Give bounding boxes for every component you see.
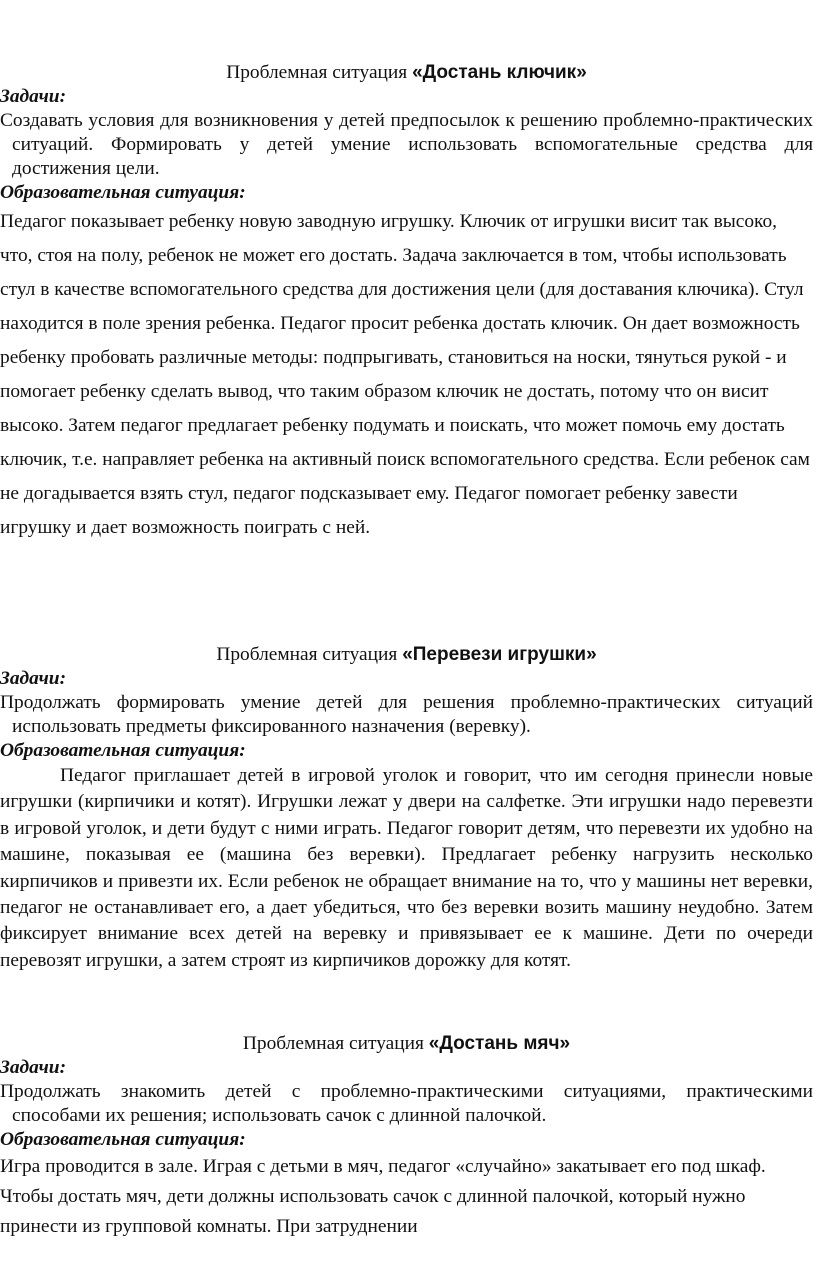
section-title (0, 1032, 813, 1056)
situation-text: Педагог приглашает детей в игровой уголок и говорит, что им сегодня принесли новые игрушки (кирпичики и котят). Игрушки лежат у двери на салфетке. Эти игрушки надо перевезти в игровой уголок, и дети будут с ними играть. Педагог говорит детям, что перевезти их удобно на машине, показывая ее (машина без веревки). Предлагает ребенку нагрузить несколько кирпичиков и привезти их. Если ребенок не обращает внимание на то, что у машины нет веревки, педагог не останавливает его, а дает убедиться, что без веревки возить машину неудобно. Затем фиксирует внимание всех детей на веревку и привязывает ее к машине. Дети по очереди перевозят игрушки, а затем строят из кирпичиков дорожку для котят. (0, 765, 813, 971)
tasks-text: Создавать условия для возникновения у детей предпосылок к решению проблемно-практических ситуаций. Формировать у детей умение использовать вспомогательные средства для достижения цели. (0, 110, 813, 179)
title-name: «Перевези игрушки» (402, 644, 597, 665)
situation-label: Образовательная ситуация: (0, 740, 246, 761)
title-prefix: Проблемная ситуация (216, 644, 398, 665)
section-dostan-klyuchik (0, 61, 813, 545)
title-name: «Достань ключик» (412, 62, 587, 83)
situation-label: Образовательная ситуация: (0, 1129, 246, 1150)
tasks-text: Продолжать формировать умение детей для решения проблемно-практических ситуаций использовать предметы фиксированного назначения (веревку). (0, 692, 813, 737)
tasks-text: Продолжать знакомить детей с проблемно-практическими ситуациями, практическими способами их решения; использовать сачок с длинной палочкой. (0, 1081, 813, 1126)
situation-text: Игра проводится в зале. Играя с детьми в мяч, педагог «случайно» закатывает его под шкаф. Чтобы достать мяч, дети должны использовать сачок с длинной палочкой, который нужно принести из групповой комнаты. При затруднении (0, 1156, 766, 1237)
tasks-label: Задачи: (0, 1057, 67, 1078)
situation-text: Педагог показывает ребенку новую заводную игрушку. Ключик от игрушки висит так высоко, что, стоя на полу, ребенок не может его достать. Задача заключается в том, чтобы использовать стул в качестве вспомогательного средства для достижения цели (для доставания ключика). Стул находится в поле зрения ребенка. Педагог просит ребенка достать ключик. Он дает возможность ребенку пробовать различные методы: подпрыгивать, становиться на носки, тянуться рукой - и помогает ребенку сделать вывод, что таким образом ключик не достать, потому что он висит высоко. Затем педагог предлагает ребенку подумать и поискать, что может помочь ему достать ключик, т.е. направляет ребенка на активный поиск вспомогательного средства. Если ребенок сам не догадывается взять стул, педагог подсказывает ему. Педагог помогает ребенку завести игрушку и дает возможность поиграть с ней. (0, 211, 810, 538)
title-prefix: Проблемная ситуация (226, 62, 408, 83)
section-dostan-myach (0, 1032, 813, 1242)
section-perevezi-igrushki (0, 643, 813, 974)
tasks-label: Задачи: (0, 86, 67, 107)
tasks-label: Задачи: (0, 668, 67, 689)
section-title (0, 643, 813, 667)
situation-label: Образовательная ситуация: (0, 182, 246, 203)
title-name: «Достань мяч» (428, 1033, 571, 1054)
section-title (0, 61, 813, 85)
title-prefix: Проблемная ситуация (242, 1033, 424, 1054)
